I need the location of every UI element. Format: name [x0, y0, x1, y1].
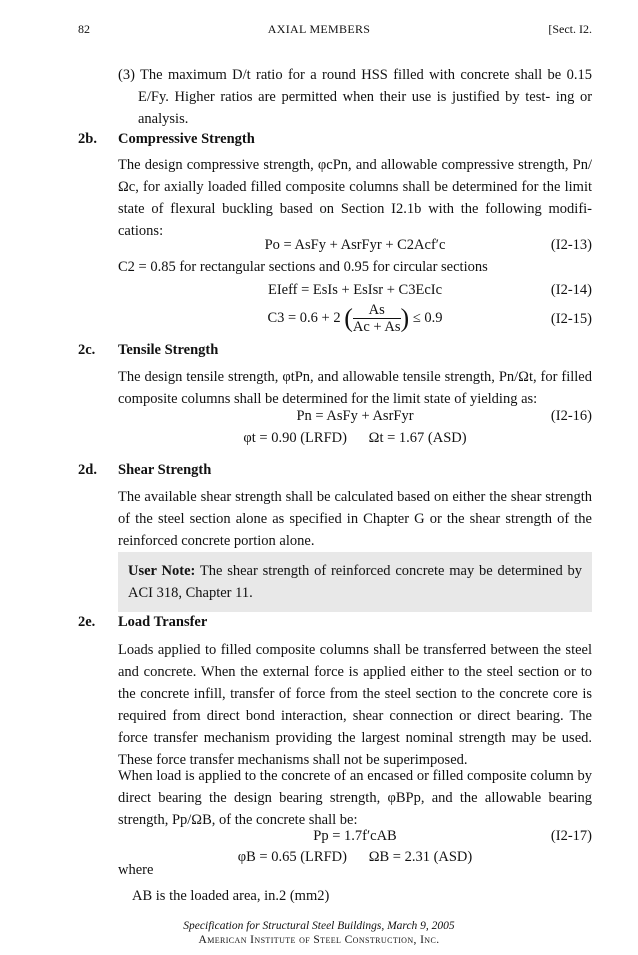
user-note-text: The shear strength of reinforced concrete may be determined by ACI 318, Chapter 11.	[128, 563, 582, 601]
equation-number: (I2-16)	[550, 408, 592, 424]
paragraph	[118, 486, 592, 552]
paragraph-line: the concrete infill, transfer of force from the steel section to the concrete core	[118, 686, 578, 702]
paragraph-line: composite columns shall be determined for the limit state of yielding as:	[118, 391, 538, 407]
equation-body	[118, 302, 592, 335]
fraction-numerator: As	[353, 302, 401, 319]
section-number: 2d.	[78, 462, 97, 478]
section-title: Shear Strength	[118, 462, 212, 478]
paragraph-line: of the steel section alone as specified in Chapter G or the shear strength of the	[118, 511, 592, 527]
section-title: Tensile Strength	[118, 342, 219, 358]
paragraph-line: and concrete. When the external force is applied either to the steel section or to	[118, 664, 592, 680]
paragraph-line: Loads applied to filled composite columns shall be transferred between the steel	[118, 642, 592, 658]
close-paren: )	[400, 303, 410, 333]
paragraph-line: The design tensile strength, φtPn, and allowable tensile strength, Pn/Ωt, for filled	[118, 369, 592, 385]
section-number: 2e.	[78, 614, 96, 630]
intro-item	[118, 64, 592, 130]
paragraph-line: These force transfer mechanisms shall not be superimposed.	[118, 752, 468, 768]
paragraph	[118, 154, 592, 242]
equation-body: φB = 0.65 (LRFD) ΩB = 2.31 (ASD)	[237, 849, 473, 865]
intro-item-label: (3)	[118, 67, 135, 83]
page-number: 82	[78, 22, 90, 36]
equation-resistance-factors	[118, 430, 592, 452]
paragraph-line: by direct bearing the design bearing strength, φBPp, and the allowable bearing	[118, 768, 592, 806]
intro-item-line: The maximum D/t ratio for a round HSS filled with concrete shall be	[140, 67, 562, 83]
equation-number: (I2-17)	[550, 828, 592, 844]
paragraph-line: reinforced concrete portion alone.	[118, 533, 315, 549]
paragraph-line: The design compressive strength, φcPn, and allowable compressive strength,	[118, 157, 569, 173]
equation-number: (I2-14)	[550, 282, 592, 298]
equation-suffix: ≤ 0.9	[412, 309, 443, 326]
c2-definition: C2 = 0.85 for rectangular sections and 0.95 for circular sections	[118, 259, 488, 275]
section-title: Compressive Strength	[118, 131, 255, 147]
paragraph-line: force transfer mechanism providing the largest nominal strength may be used.	[118, 730, 592, 746]
paragraph-line: limit state of flexural buckling based on Section I2.1b with the following modifi-	[118, 179, 593, 217]
paragraph-line: Pn/Ωc, for axially loaded filled composite columns shall be determined for the	[118, 157, 593, 195]
footer-line-spec: Specification for Structural Steel Buildings, March 9, 2005	[183, 920, 455, 932]
fraction-denominator: Ac + As	[352, 319, 401, 335]
user-note-box	[118, 552, 592, 612]
footer-line-publisher: American Institute of Steel Construction, Inc.	[198, 934, 440, 946]
open-paren: (	[344, 303, 353, 333]
paragraph-line: is required from direct bond interaction, shear connection or direct bearing. The	[118, 686, 592, 724]
equation-i2-16	[118, 408, 592, 430]
equation-number: (I2-13)	[550, 237, 592, 253]
equation-i2-14	[118, 282, 592, 304]
equation-fraction	[353, 302, 401, 335]
equation-number: (I2-15)	[550, 311, 592, 327]
ab-definition: AB is the loaded area, in.2 (mm2)	[132, 888, 330, 904]
page-footer	[0, 920, 638, 946]
equation-prefix: C3 = 0.6 + 2	[267, 309, 341, 326]
intro-item-line: ing or analysis.	[138, 89, 593, 127]
equation-body: φt = 0.90 (LRFD) Ωt = 1.67 (ASD)	[243, 430, 467, 446]
equation-body: EIeff = EsIs + EsIsr + C3EcIc	[267, 282, 443, 298]
running-header-section: [Sect. I2.	[548, 22, 592, 36]
equation-i2-15	[118, 302, 592, 342]
equation-bearing-factors	[118, 849, 592, 871]
section-number: 2c.	[78, 342, 96, 358]
equation-body: Po = AsFy + AsrFyr + C2Acf′c	[264, 237, 446, 253]
where-label: where	[118, 862, 154, 878]
section-title: Load Transfer	[118, 614, 208, 630]
paragraph	[118, 765, 592, 831]
equation-i2-13	[118, 237, 592, 259]
paragraph-line: The available shear strength shall be calculated based on either the shear strength	[118, 489, 592, 505]
running-header-title: AXIAL MEMBERS	[267, 22, 371, 36]
intro-item-line: 0.15 E/Fy. Higher ratios are permitted when their use is justified by test-	[138, 67, 592, 105]
paragraph-line: strength, Pp/ΩB, of the concrete shall be:	[118, 812, 358, 828]
paragraph	[118, 639, 592, 771]
user-note-label: User Note:	[128, 563, 196, 579]
equation-i2-17	[118, 828, 592, 850]
equation-body: Pn = AsFy + AsrFyr	[296, 408, 414, 424]
paragraph-line: When load is applied to the concrete of an encased or filled composite column	[118, 768, 574, 784]
paragraph-line: cations:	[118, 223, 164, 239]
equation-body: Pp = 1.7f′cAB	[313, 828, 397, 844]
paragraph	[118, 366, 592, 410]
section-number: 2b.	[78, 131, 97, 147]
